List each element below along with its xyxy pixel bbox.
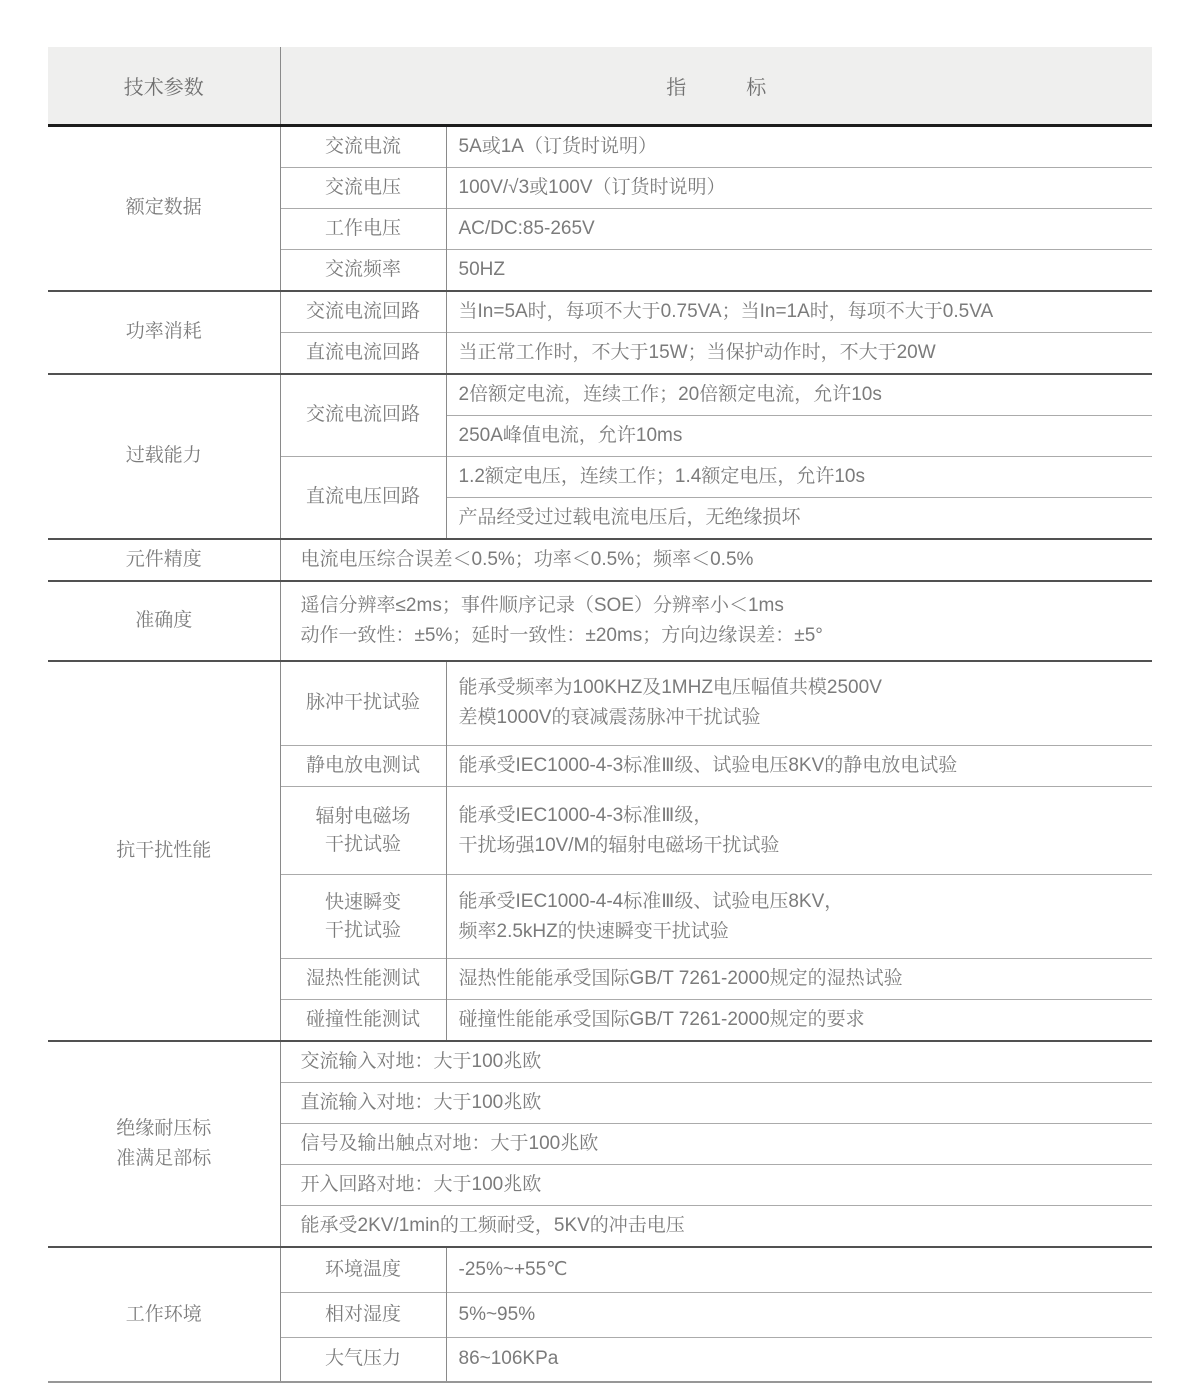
param-cell: 交流电流 [280, 125, 446, 167]
param-cell: 交流电流回路 [280, 374, 446, 457]
param-cell: 交流电流回路 [280, 291, 446, 333]
param-cell: 相对湿度 [280, 1292, 446, 1337]
table-row [48, 1041, 1152, 1083]
value-cell: 1.2额定电压，连续工作；1.4额定电压，允许10s [446, 456, 1152, 497]
group-label-working-environment: 工作环境 [48, 1247, 280, 1382]
value-cell: 能承受2KV/1min的工频耐受，5KV的冲击电压 [280, 1206, 1152, 1248]
value-cell: 信号及输出触点对地：大于100兆欧 [280, 1124, 1152, 1165]
param-cell: 直流电流回路 [280, 332, 446, 374]
value-cell: 86~106KPa [446, 1337, 1152, 1382]
param-cell: 交流频率 [280, 249, 446, 291]
value-cell: 2倍额定电流，连续工作；20倍额定电流，允许10s [446, 374, 1152, 416]
param-cell: 静电放电测试 [280, 746, 446, 787]
group-label-power-consumption: 功率消耗 [48, 291, 280, 374]
table-row [48, 291, 1152, 333]
value-cell: -25%~+55℃ [446, 1247, 1152, 1292]
value-cell: 直流输入对地：大于100兆欧 [280, 1083, 1152, 1124]
value-line: 遥信分辨率≤2ms；事件顺序记录（SOE）分辨率小＜1ms [300, 594, 784, 616]
value-cell: 交流输入对地：大于100兆欧 [280, 1041, 1152, 1083]
table-row [48, 581, 1152, 661]
spec-table-container [48, 47, 1152, 1383]
value-line: 能承受IEC1000-4-3标准Ⅲ级， [458, 804, 713, 826]
value-cell: 250A峰值电流，允许10ms [446, 415, 1152, 456]
value-line: 能承受频率为100KHZ及1MHZ电压幅值共模2500V [458, 677, 882, 699]
table-row [48, 1247, 1152, 1292]
value-cell: 产品经受过过载电流电压后，无绝缘损坏 [446, 497, 1152, 539]
value-line: 动作一致性：±5%；延时一致性：±20ms；方向边缘误差：±5° [300, 624, 823, 646]
value-line: 频率2.5kHZ的快速瞬变干扰试验 [458, 920, 729, 942]
header-cell-indicator: 指 标 [280, 47, 1152, 125]
param-cell: 湿热性能测试 [280, 959, 446, 1000]
param-cell: 工作电压 [280, 208, 446, 249]
table-row [48, 125, 1152, 167]
group-label-line: 准满足部标 [116, 1148, 212, 1169]
table-row [48, 539, 1152, 581]
param-cell: 大气压力 [280, 1337, 446, 1382]
value-cell [446, 875, 1152, 959]
param-cell [280, 787, 446, 875]
value-cell: 电流电压综合误差＜0.5%；功率＜0.5%；频率＜0.5% [280, 539, 1152, 581]
value-cell: 当In=5A时，每项不大于0.75VA；当In=1A时，每项不大于0.5VA [446, 291, 1152, 333]
group-label-accuracy: 准确度 [48, 581, 280, 661]
value-line: 能承受IEC1000-4-4标准Ⅲ级、试验电压8KV， [458, 890, 844, 912]
group-label-overload-capability: 过载能力 [48, 374, 280, 539]
value-cell: 5A或1A（订货时说明） [458, 135, 657, 157]
param-line: 干扰试验 [324, 833, 401, 855]
value-cell: 湿热性能能承受国际GB/T 7261-2000规定的湿热试验 [446, 959, 1152, 1000]
param-cell: 脉冲干扰试验 [280, 661, 446, 746]
value-cell: 能承受IEC1000-4-3标准Ⅲ级、试验电压8KV的静电放电试验 [446, 746, 1152, 787]
table-row [48, 661, 1152, 746]
group-label-component-accuracy: 元件精度 [48, 539, 280, 581]
param-cell: 碰撞性能测试 [280, 1000, 446, 1042]
value-cell: 100V/√3或100V（订货时说明） [446, 167, 1152, 208]
table-header-row [48, 47, 1152, 125]
param-line: 干扰试验 [324, 919, 401, 941]
value-cell: 当正常工作时，不大于15W；当保护动作时，不大于20W [446, 332, 1152, 374]
spec-table [48, 47, 1152, 1383]
group-label-rated-data: 额定数据 [48, 125, 280, 291]
group-label-anti-interference: 抗干扰性能 [48, 661, 280, 1042]
value-cell: 5%~95% [446, 1292, 1152, 1337]
group-label-insulation-withstand [48, 1041, 280, 1247]
param-cell: 交流电压 [280, 167, 446, 208]
value-cell: 50HZ [446, 249, 1152, 291]
param-line: 快速瞬变 [324, 891, 401, 913]
value-line: 干扰场强10V/M的辐射电磁场干扰试验 [458, 834, 780, 856]
value-line: 差模1000V的衰减震荡脉冲干扰试验 [458, 707, 761, 729]
param-line: 辐射电磁场 [315, 805, 411, 827]
value-cell [446, 787, 1152, 875]
value-cell: 碰撞性能能承受国际GB/T 7261-2000规定的要求 [446, 1000, 1152, 1042]
param-cell [280, 875, 446, 959]
param-cell: 环境温度 [280, 1247, 446, 1292]
value-cell: AC/DC:85-265V [446, 208, 1152, 249]
group-label-line: 绝缘耐压标 [116, 1118, 212, 1139]
value-cell: 开入回路对地：大于100兆欧 [280, 1165, 1152, 1206]
value-cell [280, 581, 1152, 661]
value-cell [446, 661, 1152, 746]
param-cell: 直流电压回路 [280, 456, 446, 539]
header-cell-tech-params: 技术参数 [48, 47, 280, 125]
table-row [48, 374, 1152, 416]
